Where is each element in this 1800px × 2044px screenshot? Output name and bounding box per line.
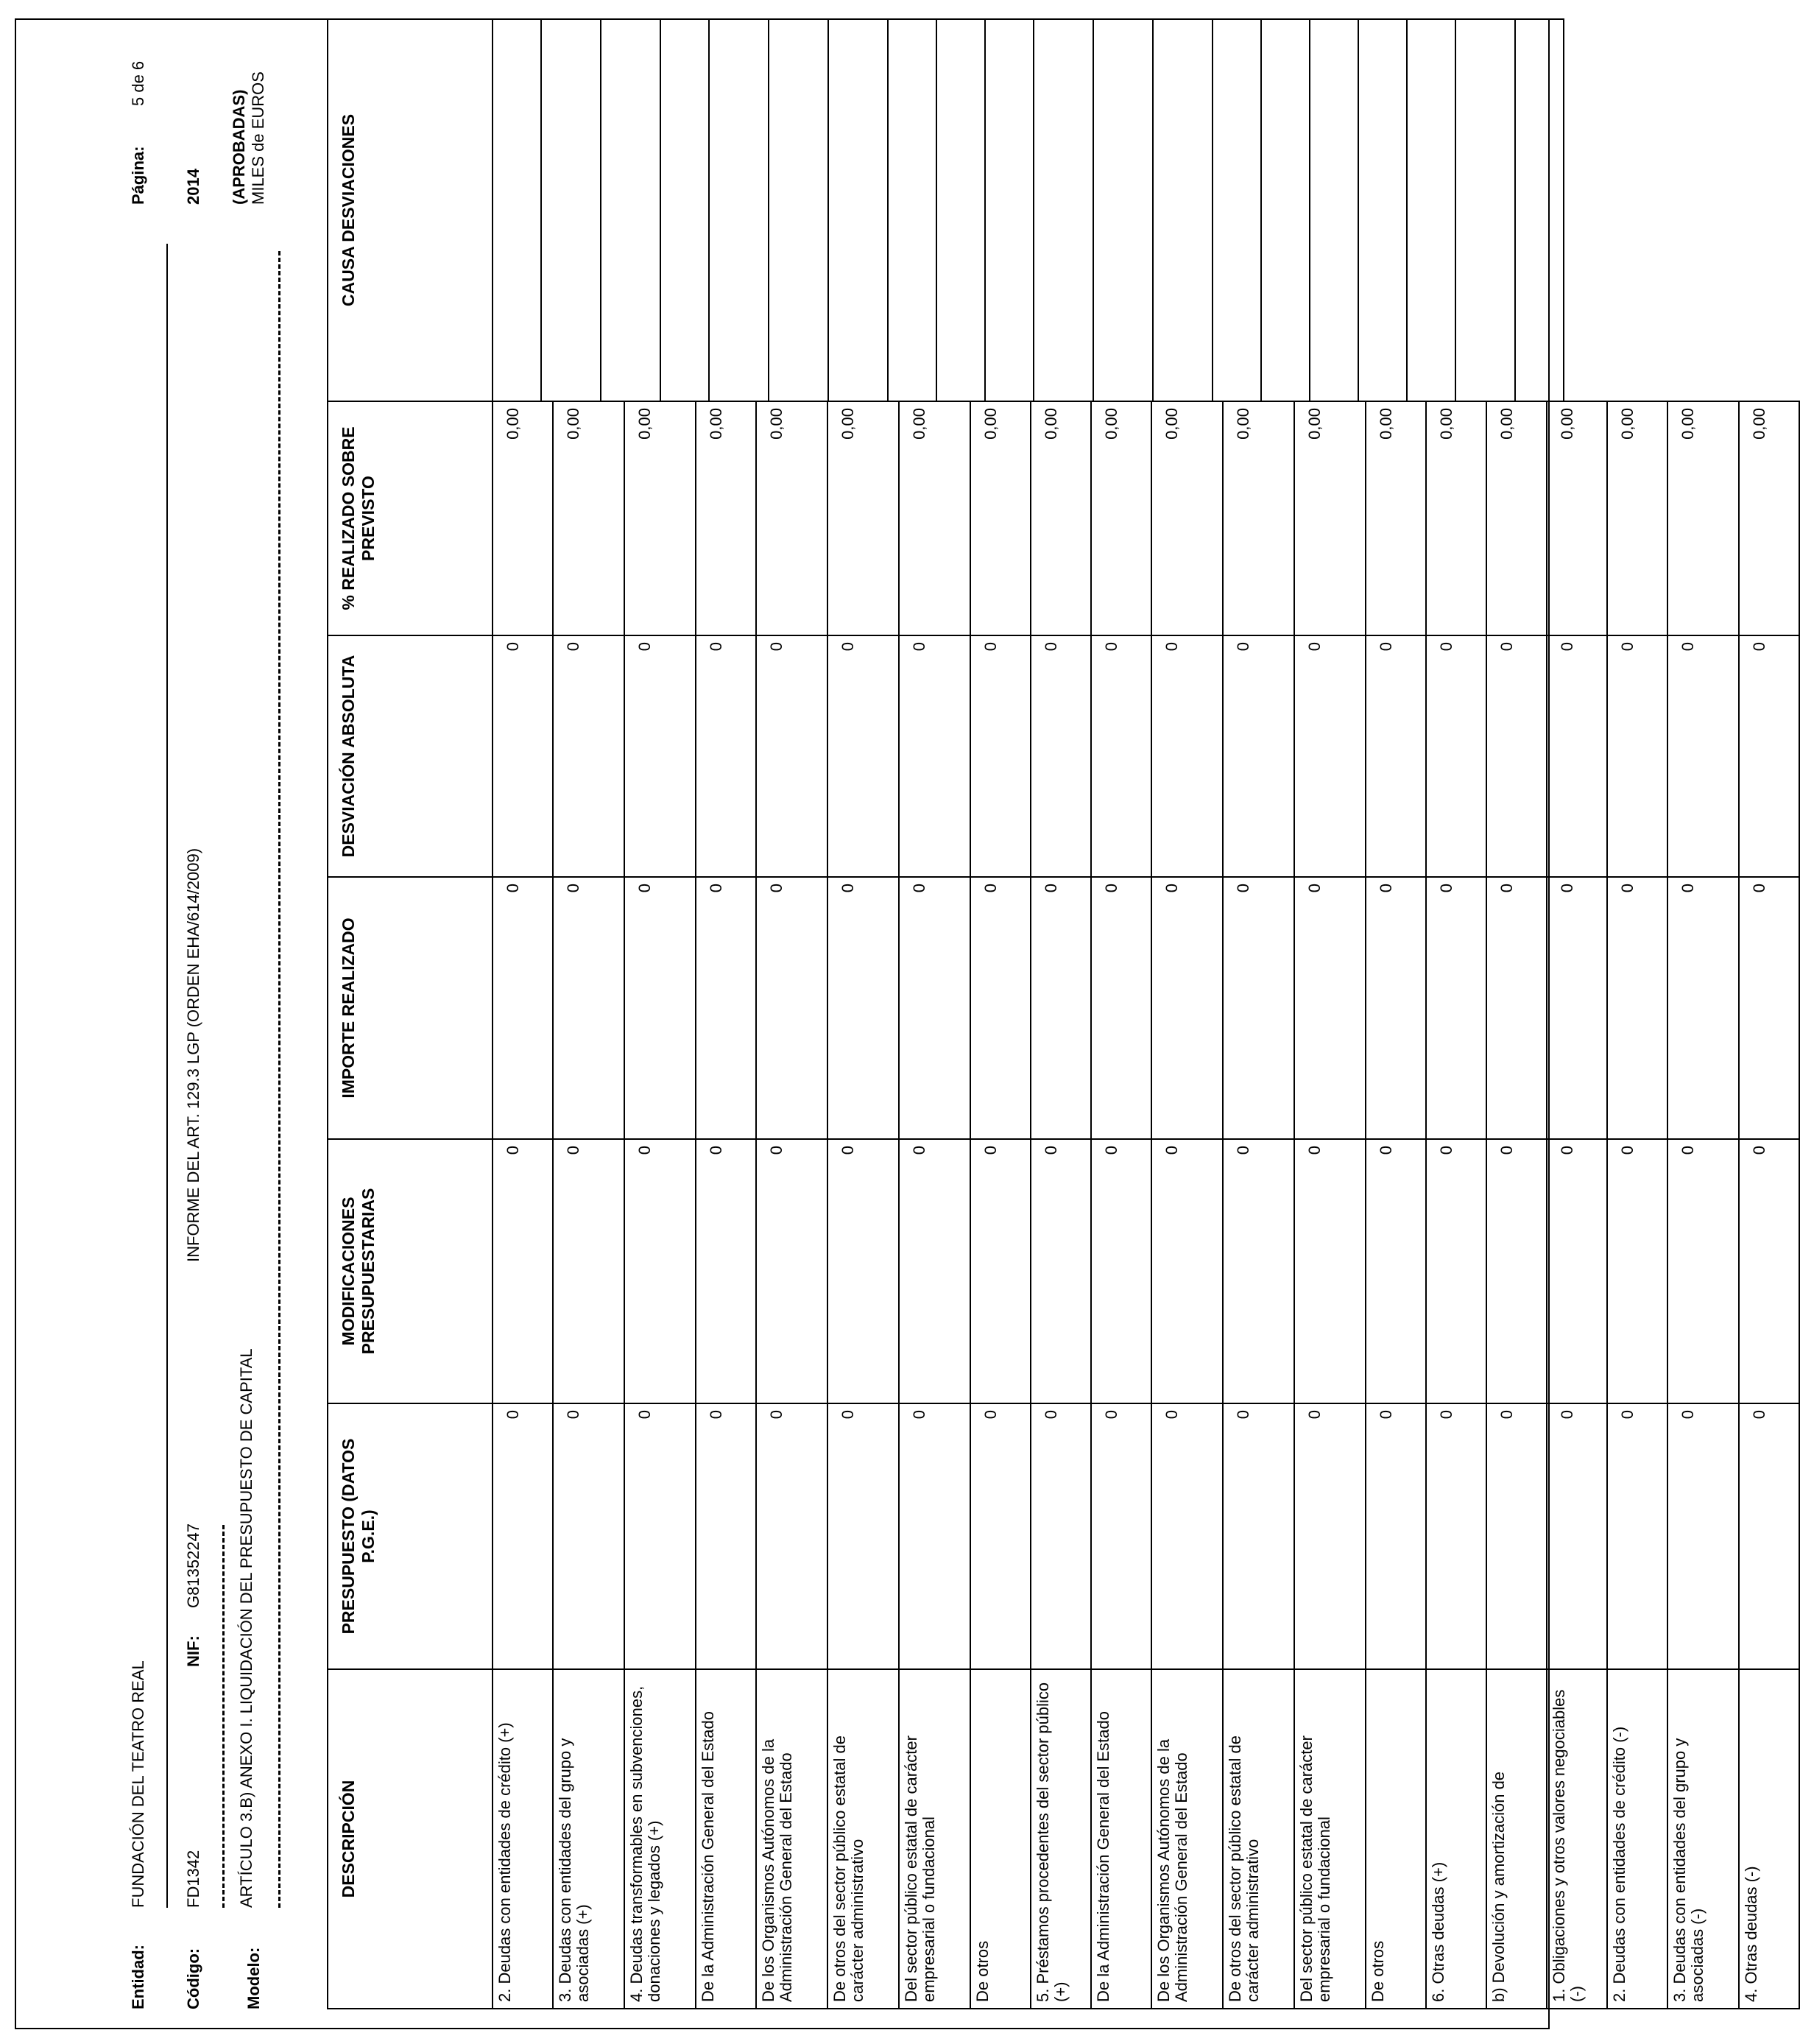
description-cell: De los Organismos Autónomos de la Administración General del Estado [756, 1669, 827, 2009]
causa-cell [1358, 19, 1407, 401]
presupuesto-cell: 0 [1151, 1403, 1223, 1669]
side-row [541, 19, 601, 401]
side-row [1407, 19, 1455, 401]
modificaciones-cell: 0 [1486, 1139, 1547, 1403]
table-row [1294, 401, 1366, 2009]
side-row [1358, 19, 1407, 401]
importe-cell: 0 [1294, 877, 1366, 1139]
header-modificaciones: MODIFICACIONES PRESUPUESTARIAS [328, 1139, 493, 1403]
causa-cell [1093, 19, 1153, 401]
table-row [970, 401, 1031, 2009]
desviacion-cell: 0 [1667, 635, 1739, 877]
description-cell: 2. Deudas con entidades de crédito (-) [1607, 1669, 1667, 2009]
side-row [936, 19, 985, 401]
table-row [1151, 401, 1223, 2009]
description-cell: De la Administración General del Estado [1091, 1669, 1151, 2009]
liquidacion-table [327, 401, 1800, 2009]
importe-cell: 0 [899, 877, 970, 1139]
side-row [1261, 19, 1310, 401]
porcentaje-cell: 0,00 [970, 401, 1031, 635]
importe-cell: 0 [1091, 877, 1151, 1139]
table-row [696, 401, 756, 2009]
modificaciones-cell: 0 [1294, 1139, 1366, 1403]
table-row [1091, 401, 1151, 2009]
side-row [1093, 19, 1153, 401]
description-cell: De otros del sector público estatal de carácter administrativo [1223, 1669, 1294, 2009]
page-frame [15, 18, 1768, 2029]
desviacion-cell: 0 [1091, 635, 1151, 877]
presupuesto-cell: 0 [1426, 1403, 1486, 1669]
header-importe-realizado: IMPORTE REALIZADO [328, 877, 493, 1139]
description-cell: De la Administración General del Estado [696, 1669, 756, 2009]
importe-cell: 0 [1151, 877, 1223, 1139]
side-row [1310, 19, 1358, 401]
desviacion-cell: 0 [970, 635, 1031, 877]
table-header-row [328, 401, 493, 2009]
importe-cell: 0 [1031, 877, 1091, 1139]
description-cell: 1. Obligaciones y otros valores negociables (-) [1547, 1669, 1607, 2009]
importe-cell: 0 [827, 877, 899, 1139]
nif-value: G81352247 [184, 1523, 202, 1608]
header-presupuesto: PRESUPUESTO (DATOS P.G.E.) [328, 1403, 493, 1669]
desviacion-cell: 0 [1031, 635, 1091, 877]
importe-cell: 0 [1607, 877, 1667, 1139]
modelo-value: ARTÍCULO 3.B) ANEXO I. LIQUIDACIÓN DEL PRESUPUESTO DE CAPITAL [237, 1348, 255, 1908]
side-row [828, 19, 888, 401]
side-row [1034, 19, 1093, 401]
presupuesto-cell: 0 [1667, 1403, 1739, 1669]
side-row [660, 19, 709, 401]
causa-cell [601, 19, 660, 401]
desviacion-cell: 0 [1151, 635, 1223, 877]
description-cell: De otros del sector público estatal de carácter administrativo [827, 1669, 899, 2009]
table-row [899, 401, 970, 2009]
header-descripcion: DESCRIPCIÓN [328, 1669, 493, 2009]
table-row [1366, 401, 1426, 2009]
desviacion-cell: 0 [899, 635, 970, 877]
modificaciones-cell: 0 [1547, 1139, 1607, 1403]
side-header-row [328, 19, 493, 401]
importe-cell: 0 [756, 877, 827, 1139]
desviacion-cell: 0 [1547, 635, 1607, 877]
presupuesto-cell: 0 [553, 1403, 624, 1669]
year-value: 2014 [184, 169, 202, 205]
presupuesto-cell: 0 [1091, 1403, 1151, 1669]
header-causa-desviaciones: CAUSA DESVIACIONES [328, 19, 493, 401]
porcentaje-cell: 0,00 [1667, 401, 1739, 635]
importe-cell: 0 [1486, 877, 1547, 1139]
side-row [493, 19, 541, 401]
table-row [493, 401, 553, 2009]
porcentaje-cell: 0,00 [1547, 401, 1607, 635]
entidad-label: Entidad: [129, 1945, 147, 2009]
porcentaje-cell: 0,00 [1486, 401, 1547, 635]
presupuesto-cell: 0 [1294, 1403, 1366, 1669]
side-row [601, 19, 660, 401]
modificaciones-cell: 0 [1739, 1139, 1799, 1403]
modificaciones-cell: 0 [1667, 1139, 1739, 1403]
importe-cell: 0 [970, 877, 1031, 1139]
desviacion-cell: 0 [1607, 635, 1667, 877]
entidad-value: FUNDACIÓN DEL TEATRO REAL [129, 1660, 147, 1908]
table-row [827, 401, 899, 2009]
causa-cell [828, 19, 888, 401]
side-row [985, 19, 1034, 401]
modificaciones-cell: 0 [1091, 1139, 1151, 1403]
desviacion-cell: 0 [493, 635, 553, 877]
presupuesto-cell: 0 [624, 1403, 696, 1669]
modelo-dashed-line [278, 251, 280, 1908]
modificaciones-cell: 0 [1151, 1139, 1223, 1403]
modificaciones-cell: 0 [696, 1139, 756, 1403]
modificaciones-cell: 0 [1426, 1139, 1486, 1403]
presupuesto-cell: 0 [970, 1403, 1031, 1669]
causa-cell [660, 19, 709, 401]
presupuesto-cell: 0 [1739, 1403, 1799, 1669]
porcentaje-cell: 0,00 [899, 401, 970, 635]
description-cell: De otros [970, 1669, 1031, 2009]
description-cell: Del sector público estatal de carácter empresarial o fundacional [899, 1669, 970, 2009]
modificaciones-cell: 0 [899, 1139, 970, 1403]
porcentaje-cell: 0,00 [1366, 401, 1426, 635]
presupuesto-cell: 0 [756, 1403, 827, 1669]
causa-cell [985, 19, 1034, 401]
porcentaje-cell: 0,00 [1151, 401, 1223, 635]
causa-cell [1213, 19, 1261, 401]
header-underline [166, 244, 168, 1908]
importe-cell: 0 [1223, 877, 1294, 1139]
table-row [1667, 401, 1739, 2009]
side-row [888, 19, 936, 401]
porcentaje-cell: 0,00 [553, 401, 624, 635]
causa-cell [936, 19, 985, 401]
description-cell: 4. Deudas transformables en subvenciones, donaciones y legados (+) [624, 1669, 696, 2009]
table-row [1031, 401, 1091, 2009]
description-cell: Del sector público estatal de carácter empresarial o fundacional [1294, 1669, 1366, 2009]
porcentaje-cell: 0,00 [624, 401, 696, 635]
side-row [709, 19, 769, 401]
modificaciones-cell: 0 [756, 1139, 827, 1403]
importe-cell: 0 [696, 877, 756, 1139]
table-row [1607, 401, 1667, 2009]
description-cell: 2. Deudas con entidades de crédito (+) [493, 1669, 553, 2009]
presupuesto-cell: 0 [1031, 1403, 1091, 1669]
porcentaje-cell: 0,00 [756, 401, 827, 635]
header-desviacion-absoluta: DESVIACIÓN ABSOLUTA [328, 635, 493, 877]
modificaciones-cell: 0 [624, 1139, 696, 1403]
codigo-dashed-line [222, 1525, 225, 1908]
importe-cell: 0 [1739, 877, 1799, 1139]
causa-cell [709, 19, 769, 401]
causa-cell [1310, 19, 1358, 401]
porcentaje-cell: 0,00 [493, 401, 553, 635]
presupuesto-cell: 0 [1223, 1403, 1294, 1669]
side-row [1153, 19, 1213, 401]
modelo-label: Modelo: [244, 1947, 263, 2009]
porcentaje-cell: 0,00 [1739, 401, 1799, 635]
modificaciones-cell: 0 [827, 1139, 899, 1403]
porcentaje-cell: 0,00 [1091, 401, 1151, 635]
table-row [1486, 401, 1547, 2009]
porcentaje-cell: 0,00 [827, 401, 899, 635]
side-row [1213, 19, 1261, 401]
description-cell: De los Organismos Autónomos de la Administración General del Estado [1151, 1669, 1223, 2009]
desviacion-cell: 0 [827, 635, 899, 877]
side-row [1455, 19, 1515, 401]
desviacion-cell: 0 [1739, 635, 1799, 877]
modificaciones-cell: 0 [970, 1139, 1031, 1403]
table-row [756, 401, 827, 2009]
description-cell: 6. Otras deudas (+) [1426, 1669, 1486, 2009]
causa-cell [541, 19, 601, 401]
description-cell: 3. Deudas con entidades del grupo y asociadas (-) [1667, 1669, 1739, 2009]
table-row [1739, 401, 1799, 2009]
presupuesto-cell: 0 [827, 1403, 899, 1669]
side-row [1515, 19, 1564, 401]
table-row [1547, 401, 1607, 2009]
modificaciones-cell: 0 [1031, 1139, 1091, 1403]
porcentaje-cell: 0,00 [1426, 401, 1486, 635]
importe-cell: 0 [624, 877, 696, 1139]
porcentaje-cell: 0,00 [1031, 401, 1091, 635]
presupuesto-cell: 0 [1547, 1403, 1607, 1669]
desviacion-cell: 0 [696, 635, 756, 877]
modificaciones-cell: 0 [553, 1139, 624, 1403]
presupuesto-cell: 0 [1486, 1403, 1547, 1669]
desviacion-cell: 0 [624, 635, 696, 877]
presupuesto-cell: 0 [1607, 1403, 1667, 1669]
desviacion-cell: 0 [1223, 635, 1294, 877]
informe-title: INFORME DEL ART. 129.3 LGP (ORDEN EHA/614/2009) [184, 847, 202, 1262]
importe-cell: 0 [1547, 877, 1607, 1139]
codigo-value: FD1342 [184, 1850, 202, 1908]
description-cell: De otros [1366, 1669, 1426, 2009]
header-porcentaje-realizado: % REALIZADO SOBRE PREVISTO [328, 401, 493, 635]
desviacion-cell: 0 [1366, 635, 1426, 877]
porcentaje-cell: 0,00 [696, 401, 756, 635]
porcentaje-cell: 0,00 [1223, 401, 1294, 635]
table-row [553, 401, 624, 2009]
causa-cell [1515, 19, 1564, 401]
pagina-value: 5 de 6 [129, 60, 147, 106]
porcentaje-cell: 0,00 [1607, 401, 1667, 635]
modificaciones-cell: 0 [1607, 1139, 1667, 1403]
presupuesto-cell: 0 [899, 1403, 970, 1669]
desviacion-cell: 0 [553, 635, 624, 877]
causa-cell [769, 19, 828, 401]
modificaciones-cell: 0 [1366, 1139, 1426, 1403]
modificaciones-cell: 0 [1223, 1139, 1294, 1403]
importe-cell: 0 [553, 877, 624, 1139]
causa-cell [1153, 19, 1213, 401]
table-row [1426, 401, 1486, 2009]
causa-cell [1261, 19, 1310, 401]
porcentaje-cell: 0,00 [1294, 401, 1366, 635]
causa-cell [1455, 19, 1515, 401]
pagina-label: Página: [129, 146, 147, 205]
aprobadas-label: (APROBADAS) [230, 89, 248, 205]
causa-cell [1407, 19, 1455, 401]
presupuesto-cell: 0 [493, 1403, 553, 1669]
description-cell: 5. Préstamos procedentes del sector público (+) [1031, 1669, 1091, 2009]
causa-cell [1034, 19, 1093, 401]
table-row [624, 401, 696, 2009]
presupuesto-cell: 0 [696, 1403, 756, 1669]
description-cell: 3. Deudas con entidades del grupo y asociadas (+) [553, 1669, 624, 2009]
desviacion-cell: 0 [1294, 635, 1366, 877]
desviacion-cell: 0 [1426, 635, 1486, 877]
nif-label: NIF: [184, 1635, 202, 1667]
desviacion-cell: 0 [756, 635, 827, 877]
description-cell: b) Devolución y amortización de [1486, 1669, 1547, 2009]
importe-cell: 0 [1667, 877, 1739, 1139]
presupuesto-cell: 0 [1366, 1403, 1426, 1669]
description-cell: 4. Otras deudas (-) [1739, 1669, 1799, 2009]
unidades-label: MILES de EUROS [249, 71, 267, 205]
causa-desviaciones-table [327, 18, 1564, 402]
codigo-label: Código: [184, 1948, 202, 2009]
desviacion-cell: 0 [1486, 635, 1547, 877]
side-row [769, 19, 828, 401]
modificaciones-cell: 0 [493, 1139, 553, 1403]
importe-cell: 0 [1426, 877, 1486, 1139]
causa-cell [888, 19, 936, 401]
causa-cell [493, 19, 541, 401]
importe-cell: 0 [1366, 877, 1426, 1139]
importe-cell: 0 [493, 877, 553, 1139]
table-row [1223, 401, 1294, 2009]
